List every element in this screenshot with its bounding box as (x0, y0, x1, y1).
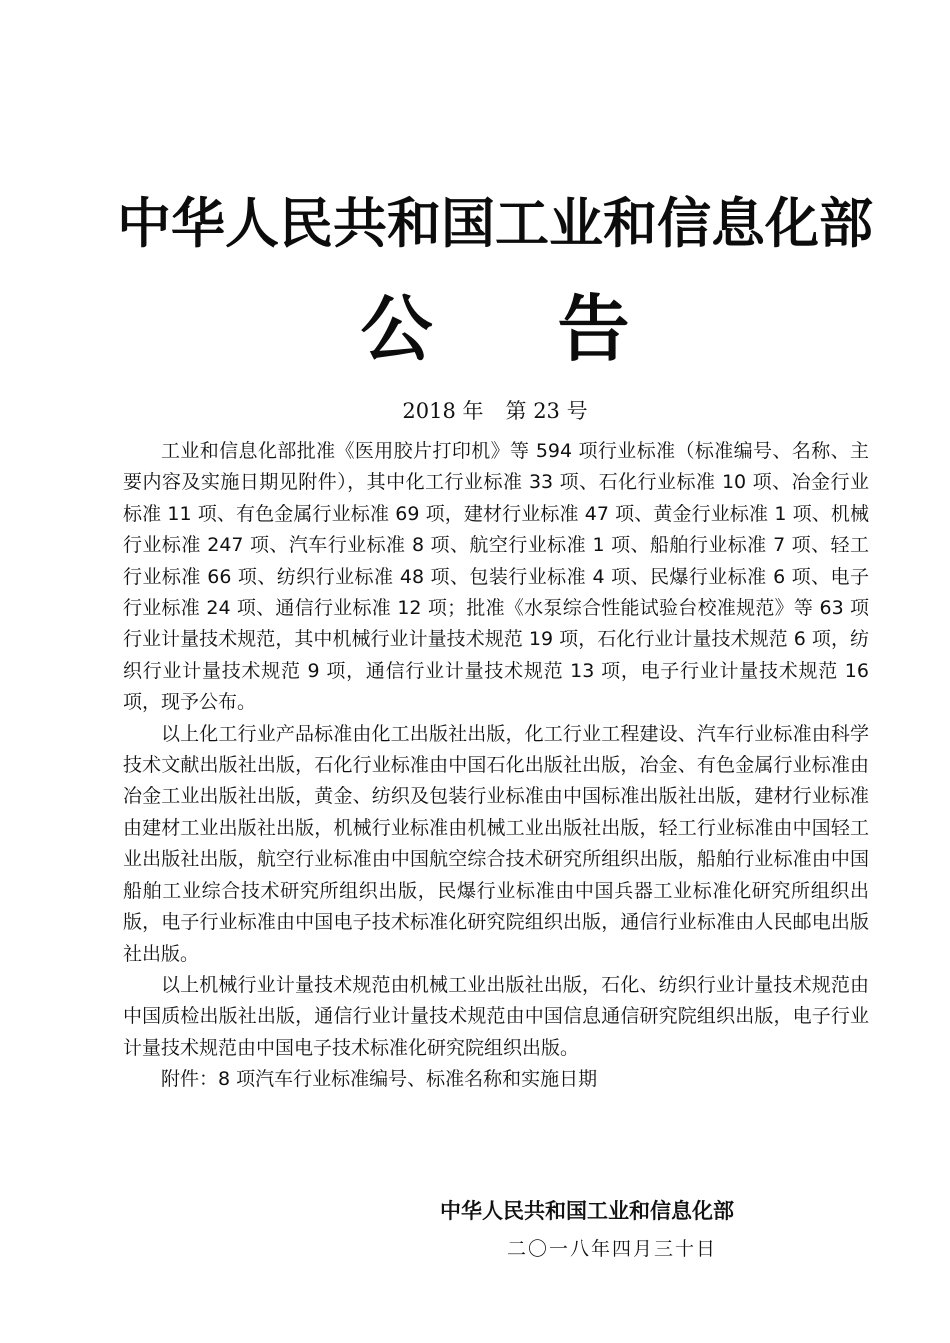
announcement-serial: 第 23 号 (505, 399, 588, 423)
body-paragraph-2: 以上化工行业产品标准由化工出版社出版，化工行业工程建设、汽车行业标准由科学技术文献出版社出版，石化行业标准由中国石化出版社出版，冶金、有色金属行业标准由冶金工业出版社出版，黄金、纺织及包装行业标准由中国标准出版社出版，建材行业标准由建材工业出版社出版，机械行业标准由机械工业出版社出版，轻工行业标准由中国轻工业出版社出版，航空行业标准由中国航空综合技术研究所组织出版，船舶行业标准由中国船舶工业综合技术研究所组织出版，民爆行业标准由中国兵器工业标准化研究所组织出版，电子行业标准由中国电子技术标准化研究院组织出版，通信行业标准由人民邮电出版社出版。 (123, 722, 869, 965)
body-paragraph-1: 工业和信息化部批准《医用胶片打印机》等 594 项行业标准（标准编号、名称、主要内容及实施日期见附件），其中化工行业标准 33 项、石化行业标准 10 项、冶金行业标准 11 项、有色金属行业标准 69 项，建材行业标准 47 项、黄金行业标准 1 项、机械行业标准 247 项、汽车行业标准 8 项、航空行业标准 1 项、船舶行业标准 7 项、轻工行业标准 66 项、纺织行业标准 48 项、包装行业标准 4 项、民爆行业标准 6 项、电子行业标准 24 项、通信行业标准 12 项；批准《水泵综合性能试验台校准规范》等 63 项行业计量技术规范，其中机械行业计量技术规范 19 项，石化行业计量技术规范 6 项，纺织行业计量技术规范 9 项，通信行业计量技术规范 13 项，电子行业计量技术规范 16 项，现予公布。 (123, 440, 869, 714)
issuing-organization-title: 中华人民共和国工业和信息化部 (117, 191, 873, 255)
attachment-line: 附件：8 项汽车行业标准编号、标准名称和实施日期 (161, 1068, 598, 1091)
announcement-year: 2018 年 (402, 399, 484, 423)
announcement-number (0, 396, 950, 426)
title-char-gao: 告 (557, 286, 630, 371)
title-char-gong: 公 (360, 286, 433, 371)
announcement-title (0, 284, 950, 374)
announcement-body (123, 436, 869, 1096)
body-paragraph-3: 以上机械行业计量技术规范由机械工业出版社出版，石化、纺织行业计量技术规范由中国质检出版社出版，通信行业计量技术规范由中国信息通信研究院组织出版，电子行业计量技术规范由中国电子技术标准化研究院组织出版。 (123, 973, 869, 1059)
signature-organization: 中华人民共和国工业和信息化部 (440, 1198, 734, 1223)
issue-date: 二〇一八年四月三十日 (507, 1238, 718, 1260)
